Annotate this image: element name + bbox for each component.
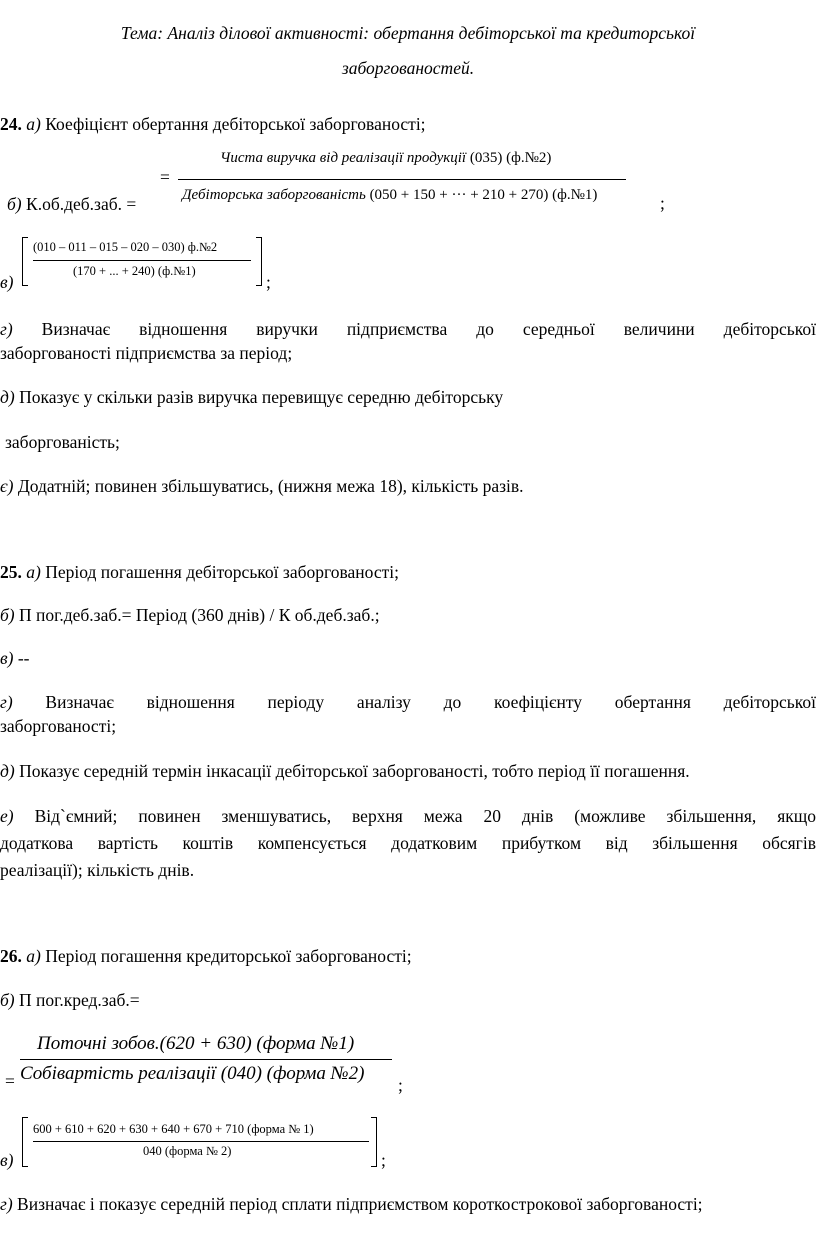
- q24-d-text2: заборгованість;: [5, 432, 120, 452]
- q26-b-fraction-bar: [20, 1059, 392, 1060]
- q25-number: 25.: [0, 562, 22, 582]
- q25-e-label: е): [0, 806, 14, 826]
- q26-b: [0, 989, 816, 1011]
- q24-g-text1: Визначає відношення виручки підприємства до середньої величини дебіторської: [41, 319, 816, 339]
- q25-a-text: Період погашення дебіторської заборгованості;: [45, 562, 399, 582]
- q25-e-text2: додаткова вартість коштів компенсується додатковим прибутком від збільшення обсягів: [0, 833, 816, 853]
- q26-v-left-bracket: [22, 1117, 28, 1167]
- q25-a: [0, 561, 816, 583]
- q24-b-semicolon: ;: [660, 193, 665, 213]
- q25-e-text3: реалізації); кількість днів.: [0, 860, 195, 880]
- q26-v-denominator: 040 (форма № 2): [143, 1144, 232, 1158]
- q26-v-numerator: 600 + 610 + 620 + 630 + 640 + 670 + 710 (форма № 1): [33, 1122, 314, 1136]
- q26-a-text: Період погашення кредиторської заборгованості;: [45, 946, 412, 966]
- q25-v: [0, 647, 816, 669]
- topic-title-line2: заборгованостей.: [341, 58, 475, 78]
- q24-v-semicolon: ;: [266, 272, 271, 292]
- topic-title-line1: Тема: Аналіз ділової активності: обертання дебіторської та кредиторської: [120, 23, 696, 43]
- q25-v-label: в): [0, 648, 14, 668]
- q26-g: [0, 1193, 816, 1215]
- q26-number: 26.: [0, 946, 22, 966]
- q26-v-right-bracket: [371, 1117, 377, 1167]
- q24-v-right-bracket: [256, 237, 262, 286]
- q24-v-denominator: (170 + ... + 240) (ф.№1): [73, 264, 196, 278]
- q26-b-semicolon: ;: [398, 1075, 403, 1095]
- q25-e-line1: [0, 805, 816, 827]
- q24-d-label: д): [0, 387, 15, 407]
- q24-a-label: а): [26, 114, 41, 134]
- q24-g-text2: заборгованості підприємства за період;: [0, 343, 293, 363]
- q25-g-text1: Визначає відношення періоду аналізу до коефіцієнту обертання дебіторської: [45, 692, 816, 712]
- q25-b: [0, 604, 816, 626]
- q24-b-num-tail: (035) (ф.№2): [469, 150, 552, 166]
- q24-number: 24.: [0, 114, 22, 134]
- q26-b-denominator: Собівартість реалізації (040) (форма №2): [20, 1063, 365, 1084]
- q24-b-den-tail: (050 + 150 + ··· + 210 + 270) (ф.№1): [369, 187, 598, 203]
- q24-d-line1: [0, 386, 816, 408]
- q24-b-fraction-bar: [178, 179, 626, 180]
- q24-g-line1: [0, 318, 816, 340]
- q26-v-semicolon: ;: [381, 1150, 386, 1170]
- q24-e-label: є): [0, 476, 14, 496]
- q26-a: [0, 945, 816, 967]
- q24-v-fraction-bar: [33, 260, 251, 261]
- q26-b-numerator: Поточні зобов.(620 + 630) (форма №1): [37, 1033, 355, 1054]
- q26-v-label: в): [0, 1150, 14, 1170]
- q26-a-label: а): [26, 946, 41, 966]
- q25-d-text: Показує середній термін інкасації дебіторської заборгованості, тобто період її погашення.: [19, 761, 690, 781]
- q26-b-equals: =: [5, 1071, 15, 1091]
- q25-g-line1: [0, 691, 816, 713]
- q24-b-denominator: [182, 187, 597, 204]
- q25-b-label: б): [0, 605, 15, 625]
- q24-a-text: Коефіцієнт обертання дебіторської заборгованості;: [45, 114, 426, 134]
- q24-b-text: К.об.деб.заб. =: [26, 194, 137, 214]
- q24-v-numerator: (010 – 011 – 015 – 020 – 030) ф.№2: [33, 240, 218, 254]
- q26-g-label: г): [0, 1194, 13, 1214]
- q25-g-label: г): [0, 692, 13, 712]
- q25-v-text: --: [17, 648, 30, 668]
- q25-a-label: а): [26, 562, 41, 582]
- q25-b-text: П пог.деб.заб.= Період (360 днів) / К об.деб.заб.;: [19, 605, 380, 625]
- q26-v-fraction-bar: [33, 1141, 369, 1142]
- q24-b-equals: =: [160, 167, 170, 187]
- q25-d-label: д): [0, 761, 15, 781]
- q26-g-text: Визначає і показує середній період сплати підприємством короткострокової заборгованості;: [17, 1194, 703, 1214]
- q25-g-text2: заборгованості;: [0, 716, 117, 736]
- q24-b-den-words: Дебіторська заборгованість: [182, 187, 366, 203]
- q24-b: [7, 194, 136, 215]
- q24-e-text: Додатній; повинен збільшуватись, (нижня межа 18), кількість разів.: [17, 476, 524, 496]
- q24-a: [0, 113, 816, 135]
- q24-v-left-bracket: [22, 237, 28, 286]
- q25-e-text1: Від`ємний; повинен зменшуватись, верхня межа 20 днів (можливе збільшення, якщо: [34, 806, 816, 826]
- q24-d-text1: Показує у скільки разів виручка перевищує середню дебіторську: [19, 387, 504, 407]
- q24-g-label: г): [0, 319, 13, 339]
- q24-e: [0, 475, 816, 497]
- q24-v-label: в): [0, 272, 14, 292]
- q24-b-label: б): [7, 194, 22, 214]
- q25-d: [0, 760, 816, 782]
- q24-b-numerator: [220, 150, 551, 167]
- q26-b-label: б): [0, 990, 15, 1010]
- q26-b-text: П пог.кред.заб.=: [19, 990, 140, 1010]
- q24-b-num-words: Чиста виручка від реалізації продукції: [220, 150, 467, 166]
